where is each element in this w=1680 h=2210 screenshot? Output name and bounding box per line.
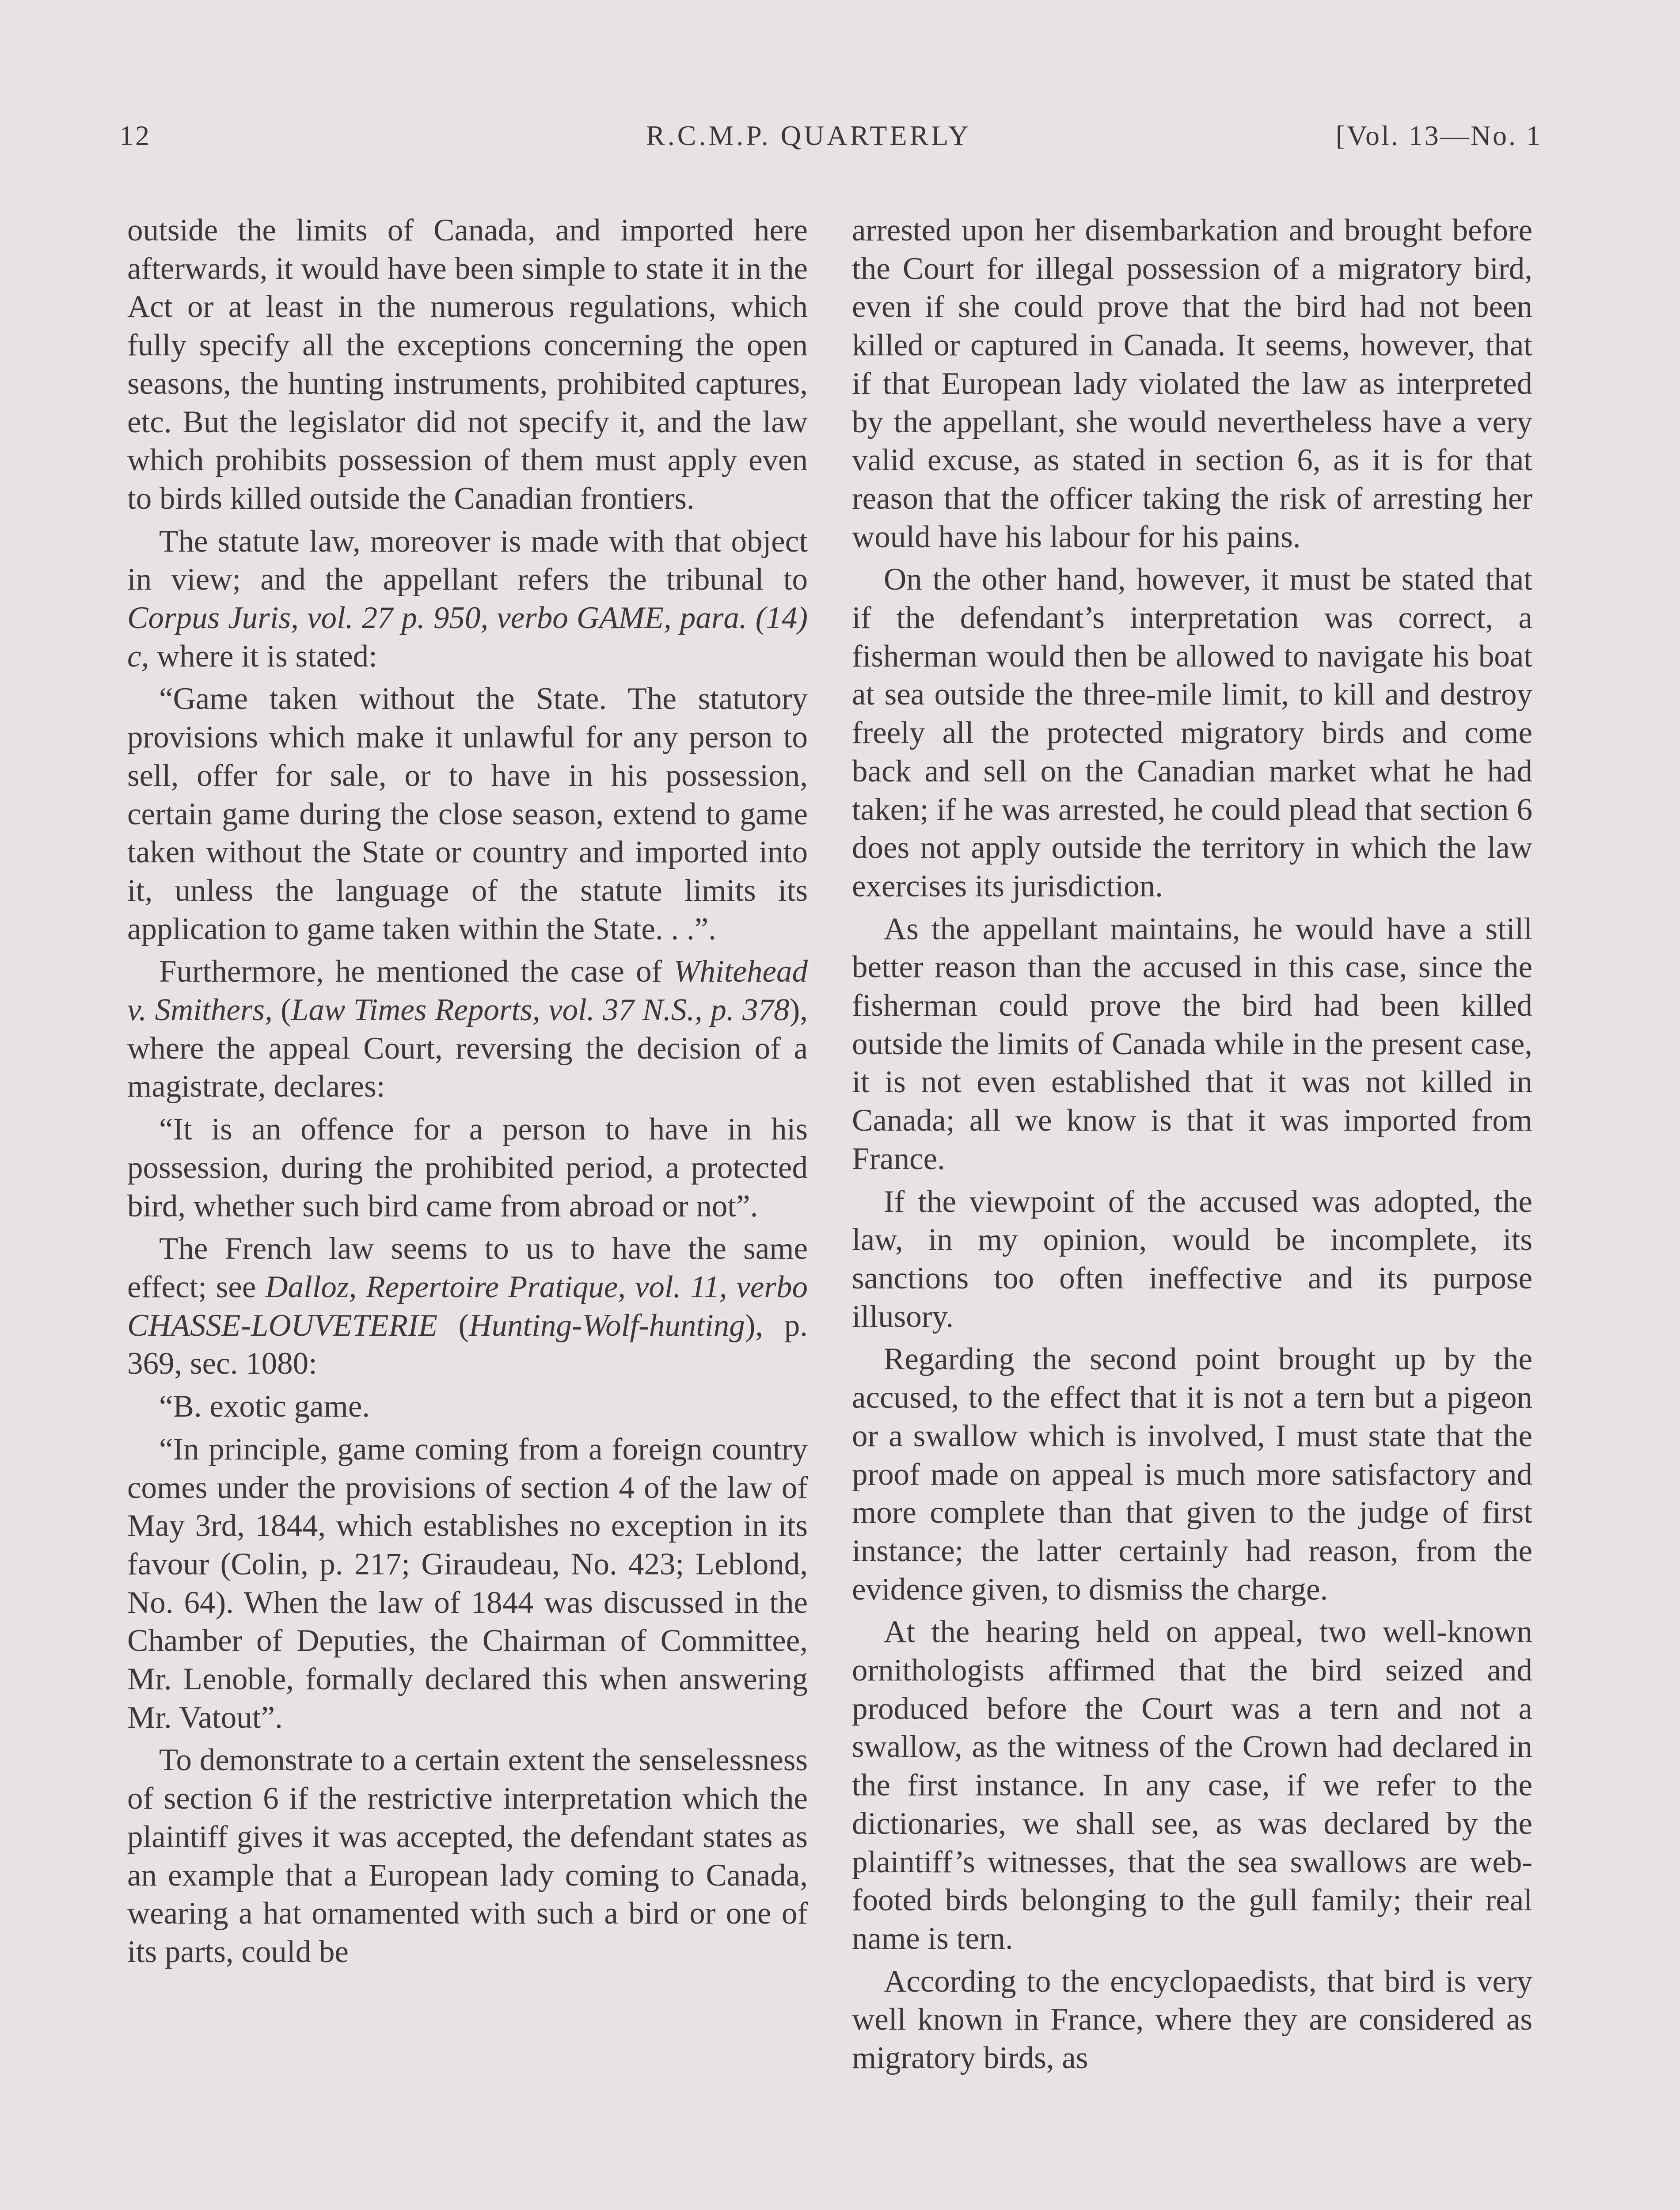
paragraph: At the hearing held on appeal, two well-known ornithologists affirmed that the bird seized and produced before the Court was a tern and not a swallow, as the witness of the Crown had declared in the first instance. In any case, if we refer to the dictionaries, we shall see, as was declared by the plaintiff’s witnesses, that the sea swallows are web-footed birds belonging to the gull family; their real name is tern. xyxy=(852,1615,1532,1956)
text-run: ( xyxy=(437,1308,469,1343)
paragraph: To demonstrate to a certain extent the senselessness of section 6 if the restrictive interpretation which the plaintiff gives it was accepted, the defendant states as an example that a European lady coming to Canada, wearing a hat ornamented with such a bird or one of its parts, could be xyxy=(127,1743,808,1969)
paragraph: If the viewpoint of the accused was adopted, the law, in my opinion, would be incomplete, its sanctions too often ineffective and its purpose illusory. xyxy=(852,1184,1532,1334)
quotation: “In principle, game coming from a foreign country comes under the provisions of section 4 of the law of May 3rd, 1844, which establishes no exception in its favour (Colin, p. 217; Giraudeau, No. 423; Leblond, No. 64). When the law of 1844 was discussed in the Chamber of Deputies, the Chairman of Committee, Mr. Lenoble, formally declared this when answering Mr. Vatout”. xyxy=(127,1432,808,1735)
paragraph: On the other hand, however, it must be stated that if the defendant’s interpretation was correct, a fisherman would then be allowed to navigate his boat at sea outside the three-mile limit, to kill and destroy freely all the protected migratory birds and come back and sell on the Canadian market what he had taken; if he was arrested, he could plead that section 6 does not apply outside the territory in which the law exercises its jurisdiction. xyxy=(852,562,1532,903)
text-run: ), p. 369, sec. 1080: xyxy=(127,1308,808,1381)
citation: Dalloz, Repertoire Pratique, vol. 11, verbo CHASSE-LOUVETERIE xyxy=(127,1269,808,1343)
paragraph xyxy=(127,953,808,1106)
citation: Corpus Juris, vol. 27 p. 950, verbo GAME, para. (14) c, xyxy=(127,601,808,674)
paragraph: arrested upon her disembarkation and brought before the Court for illegal possession of a migratory bird, even if she could prove that the bird had not been killed or captured in Canada. It seems, however, that if that European lady violated the law as interpreted by the appellant, she would nevertheless have a very valid excuse, as stated in section 6, as it is for that reason that the officer taking the risk of arresting her would have his labour for his pains. xyxy=(852,213,1532,554)
paragraph: Regarding the second point brought up by the accused, to the effect that it is not a tern but a pigeon or a swallow which is involved, I must state that the proof made on appeal is much more satisfactory and more complete than that given to the judge of first instance; the latter certainly had reason, from the evidence given, to dismiss the charge. xyxy=(852,1342,1532,1607)
page-number: 12 xyxy=(119,120,151,151)
text-run: The statute law, moreover is made with that object in view; and the appellant refers the tribunal to xyxy=(127,524,808,597)
quotation: “B. exotic game. xyxy=(159,1389,370,1424)
left-column xyxy=(127,211,808,1976)
paragraph xyxy=(127,522,808,676)
paragraph xyxy=(127,1230,808,1383)
quotation: “It is an offence for a person to have in his possession, during the prohibited period, a protected bird, whether such bird came from abroad or not”. xyxy=(127,1112,808,1223)
quotation: “Game taken without the State. The statutory provisions which make it unlawful for any person to sell, offer for sale, or to have in his possession, certain game during the close season, extend to game taken without the State or country and imported into it, unless the language of the statute limits its application to game taken within the State. . .”. xyxy=(127,682,808,946)
text-run: Furthermore, he mentioned the case of xyxy=(159,954,674,989)
text-run: The French law seems to us to have the same effect; see xyxy=(127,1231,808,1304)
running-header xyxy=(119,119,1542,159)
citation: Law Times Reports, vol. 37 N.S., p. 378 xyxy=(291,993,790,1028)
paragraph: According to the encyclopaedists, that bird is very well known in France, where they are considered as migratory birds, as xyxy=(852,1964,1532,2076)
right-column xyxy=(852,211,1532,2082)
paragraph: As the appellant maintains, he would have a still better reason than the accused in this case, since the fisherman could prove the bird had been killed outside the limits of Canada while in the present case, it is not even established that it was not killed in Canada; all we know is that it was imported from France. xyxy=(852,911,1532,1176)
text-run: ( xyxy=(272,993,291,1028)
journal-title: R.C.M.P. QUARTERLY xyxy=(646,120,972,151)
citation: Hunting-Wolf-hunting xyxy=(469,1308,745,1343)
case-name: Whitehead v. Smithers, xyxy=(127,954,808,1028)
volume-issue: [Vol. 13—No. 1 xyxy=(1335,120,1542,151)
paragraph: outside the limits of Canada, and imported here afterwards, it would have been simple to state it in the Act or at least in the numerous regulations, which fully specify all the exceptions concerning the open seasons, the hunting instruments, prohibited captures, etc. But the legislator did not specify it, and the law which prohibits possession of them must apply even to birds killed outside the Canadian frontiers. xyxy=(127,213,808,516)
text-run: where it is stated: xyxy=(149,639,377,674)
text-run: ), where the appeal Court, reversing the decision of a magistrate, declares: xyxy=(127,993,808,1104)
